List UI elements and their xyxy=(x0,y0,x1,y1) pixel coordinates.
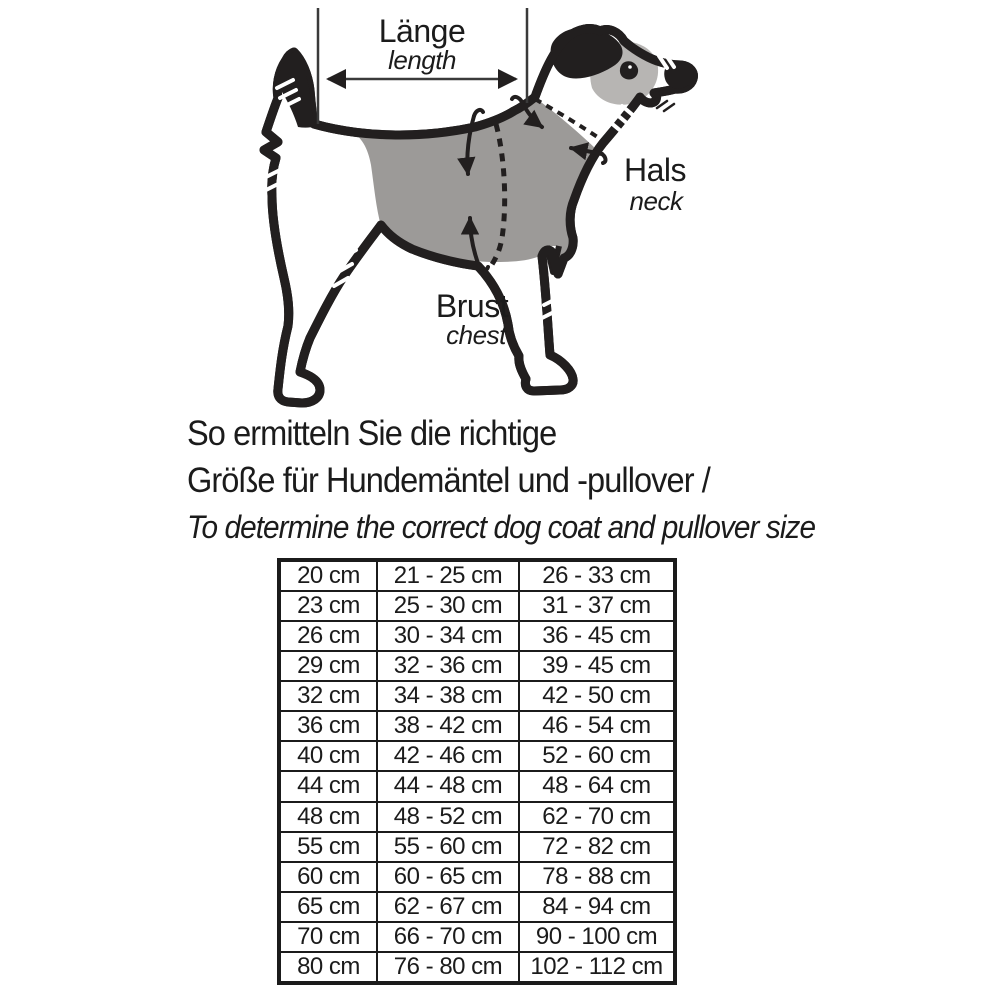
size-cell: 42 - 50 cm xyxy=(519,681,675,711)
size-cell: 46 - 54 cm xyxy=(519,711,675,741)
size-cell: 62 - 70 cm xyxy=(519,802,675,832)
neck-arrow-left-curl xyxy=(602,154,606,163)
heading-de-line2: Größe für Hundemäntel und -pullover / xyxy=(187,461,710,500)
size-row xyxy=(279,771,675,801)
size-cell: 39 - 45 cm xyxy=(519,651,675,681)
size-cell: 32 cm xyxy=(279,681,377,711)
size-cell: 72 - 82 cm xyxy=(519,832,675,862)
size-row xyxy=(279,862,675,892)
size-row xyxy=(279,802,675,832)
size-cell: 90 - 100 cm xyxy=(519,922,675,952)
size-cell: 48 cm xyxy=(279,802,377,832)
size-cell: 84 - 94 cm xyxy=(519,892,675,922)
chest-arrow-down-curl xyxy=(474,110,483,116)
size-row xyxy=(279,952,675,983)
size-cell: 60 - 65 cm xyxy=(377,862,519,892)
size-cell: 21 - 25 cm xyxy=(377,560,519,591)
size-row xyxy=(279,651,675,681)
size-cell: 23 cm xyxy=(279,591,377,621)
size-cell: 44 cm xyxy=(279,771,377,801)
size-cell: 52 - 60 cm xyxy=(519,741,675,771)
size-cell: 44 - 48 cm xyxy=(377,771,519,801)
heading-block xyxy=(187,410,894,551)
size-cell: 25 - 30 cm xyxy=(377,591,519,621)
size-cell: 80 cm xyxy=(279,952,377,983)
size-row xyxy=(279,741,675,771)
size-row xyxy=(279,560,675,591)
label-hals-de: Hals xyxy=(623,152,687,188)
size-cell: 36 - 45 cm xyxy=(519,621,675,651)
size-cell: 48 - 52 cm xyxy=(377,802,519,832)
label-brust-en: chest xyxy=(446,320,506,350)
size-table xyxy=(277,558,677,985)
size-table-body xyxy=(279,560,675,983)
size-cell: 26 cm xyxy=(279,621,377,651)
size-cell: 62 - 67 cm xyxy=(377,892,519,922)
size-cell: 31 - 37 cm xyxy=(519,591,675,621)
heading-en-line: To determine the correct dog coat and pullover size xyxy=(187,509,816,545)
size-cell: 55 - 60 cm xyxy=(377,832,519,862)
size-cell: 42 - 46 cm xyxy=(377,741,519,771)
label-laenge-en: length xyxy=(388,45,456,75)
size-cell: 29 cm xyxy=(279,651,377,681)
label-laenge-de: Länge xyxy=(378,13,466,49)
size-cell: 70 cm xyxy=(279,922,377,952)
neck-arrow-down-curl xyxy=(512,97,522,102)
label-brust-de: Brust xyxy=(435,288,509,324)
size-cell: 20 cm xyxy=(279,560,377,591)
size-cell: 65 cm xyxy=(279,892,377,922)
size-cell: 26 - 33 cm xyxy=(519,560,675,591)
size-cell: 66 - 70 cm xyxy=(377,922,519,952)
size-cell: 60 cm xyxy=(279,862,377,892)
size-cell: 38 - 42 cm xyxy=(377,711,519,741)
dog-eye-highlight xyxy=(628,65,632,69)
dog-measurement-diagram xyxy=(250,0,750,420)
size-cell: 30 - 34 cm xyxy=(377,621,519,651)
size-row xyxy=(279,832,675,862)
size-cell: 32 - 36 cm xyxy=(377,651,519,681)
size-cell: 34 - 38 cm xyxy=(377,681,519,711)
size-cell: 78 - 88 cm xyxy=(519,862,675,892)
size-row xyxy=(279,892,675,922)
size-cell: 36 cm xyxy=(279,711,377,741)
size-row xyxy=(279,681,675,711)
size-cell: 48 - 64 cm xyxy=(519,771,675,801)
heading-de-line1: So ermitteln Sie die richtige xyxy=(187,414,557,453)
size-row xyxy=(279,711,675,741)
size-cell: 40 cm xyxy=(279,741,377,771)
size-cell: 76 - 80 cm xyxy=(377,952,519,983)
size-cell: 55 cm xyxy=(279,832,377,862)
size-row xyxy=(279,621,675,651)
size-cell: 102 - 112 cm xyxy=(519,952,675,983)
size-row xyxy=(279,922,675,952)
label-hals-en: neck xyxy=(629,186,683,216)
size-row xyxy=(279,591,675,621)
